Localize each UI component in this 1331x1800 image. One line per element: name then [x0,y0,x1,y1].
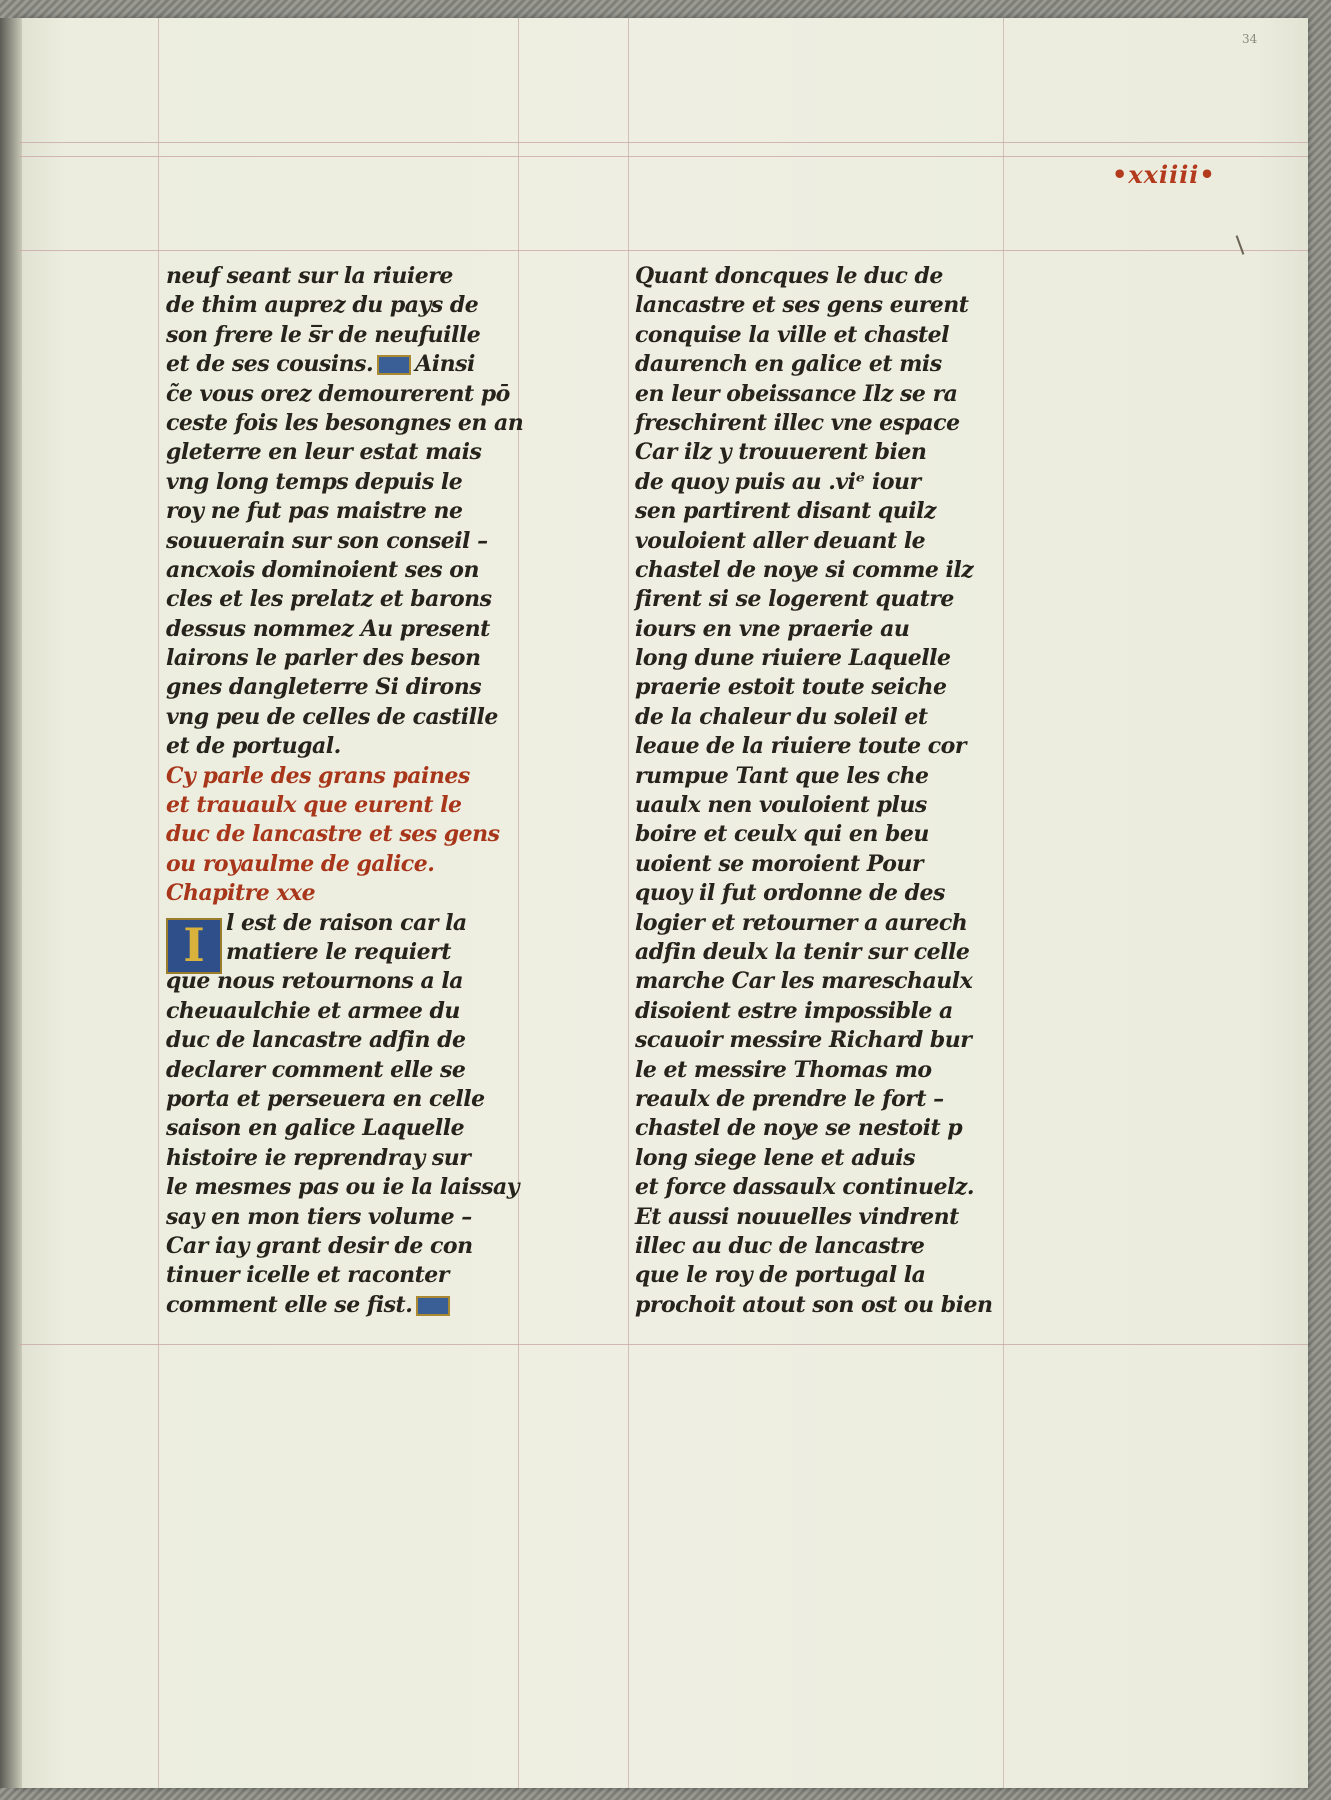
text-line: le mesmes pas ou ie la laissay [166,1174,520,1201]
text-line: chastel de noye se nestoit p [635,1115,963,1142]
text-line: Quant doncques le duc de [635,263,943,289]
text-line: duc de lancastre et ses gens [166,821,500,848]
text-line: firent si se logerent quatre [635,586,954,613]
text-line: freschirent illec vne espace [635,409,960,436]
text-line: conquise la ville et chastel [635,321,949,348]
text-line: rumpue Tant que les che [635,762,929,789]
text-line: illec au duc de lancastre [635,1232,925,1259]
running-head-numeral: •xxiiii• [1112,160,1216,189]
text-line: histoire ie reprendray sur [166,1144,471,1171]
text-line: Cy parle des grans paines [166,762,470,789]
text-line: et force dassaulx continuelz. [635,1174,974,1201]
text-line: sen partirent disant quilz [635,498,936,525]
text-line: say en mon tiers volume – [166,1203,472,1230]
book-gutter [0,18,22,1788]
text-line: neuf seant sur la riuiere [166,263,453,289]
text-line: Chapitre xxe [166,880,316,907]
text-line: prochoit atout son ost ou bien [635,1291,993,1318]
text-line: et trauaulx que eurent le [166,792,462,819]
text-line: souuerain sur son conseil – [166,527,488,554]
text-line: que nous retournons a la [166,968,463,995]
text-line: en leur obeissance Ilz se ra [635,380,958,407]
text-line: c̃e vous orez demourerent pō [166,380,510,407]
text-line: disoient estre impossible a [635,997,953,1024]
text-line: long siege lene et aduis [635,1144,916,1171]
text-line: marche Car les mareschaulx [635,968,973,995]
left-text-column [166,262,546,1320]
text-line: lancastre et ses gens eurent [635,292,969,319]
ruling-line-right-col-start [628,18,629,1788]
text-line: vouloient aller deuant le [635,527,926,554]
text-line: comment elle se fist. [166,1291,546,1320]
text-line: scauoir messire Richard bur [635,1027,972,1054]
right-text-column [635,262,1015,1320]
text-line: gleterre en leur estat mais [166,439,482,466]
text-line: gnes dangleterre Si dirons [166,674,482,701]
text-line: praerie estoit toute seiche [635,674,947,701]
text-line: de quoy puis au .viᵉ iour [635,468,921,495]
ruling-line-top [18,142,1308,143]
text-line: ancxois dominoient ses on [166,556,479,583]
text-line: porta et perseuera en celle [166,1085,485,1112]
text-line: dessus nommez Au present [166,615,490,642]
text-line: uaulx nen vouloient plus [635,792,927,819]
text-line: que le roy de portugal la [635,1262,926,1289]
text-line: tinuer icelle et raconter [166,1262,449,1289]
text-line: saison en galice Laquelle [166,1115,465,1142]
text-line: reaulx de prendre le fort – [635,1085,944,1112]
text-line: iours en vne praerie au [635,615,910,642]
text-line: uoient se moroient Pour [635,850,923,877]
text-line: le et messire Thomas mo [635,1056,932,1083]
text-line: long dune riuiere Laquelle [635,645,951,672]
text-line: chastel de noye si comme ilz [635,556,974,583]
ruling-line-text-bottom [18,1344,1308,1345]
text-line: cles et les prelatz et barons [166,586,492,613]
line-filler-ornament [416,1296,450,1316]
text-line: matiere le requiert [226,938,451,965]
text-line: logier et retourner a aurech [635,909,968,936]
text-line: l est de raison car la [226,909,467,936]
text-line: cheuaulchie et armee du [166,997,460,1024]
ruling-line-top-2 [18,156,1308,157]
text-line: vng peu de celles de castille [166,703,498,730]
illuminated-initial: I [166,918,222,974]
text-line: roy ne fut pas maistre ne [166,498,463,525]
text-line: son frere le s̅r de neufuille [166,321,481,348]
ruling-line-left-margin [158,18,159,1788]
text-line: declarer comment elle se [166,1056,466,1083]
text-line: Et aussi nouuelles vindrent [635,1203,959,1230]
text-line: boire et ceulx qui en beu [635,821,929,848]
text-line: ou royaulme de galice. [166,850,435,877]
text-line: et de portugal. [166,733,341,760]
text-line: adfin deulx la tenir sur celle [635,938,970,965]
text-line: Car ilz y trouuerent bien [635,439,927,466]
text-line: ceste fois les besongnes en an [166,409,524,436]
text-line: lairons le parler des beson [166,645,481,672]
text-line: de la chaleur du soleil et [635,703,928,730]
line-filler-ornament [377,355,411,375]
ruling-line-text-top [18,250,1308,251]
text-line: duc de lancastre adfin de [166,1027,466,1054]
text-line: et de ses cousins. Ainsi [166,351,475,378]
text-line: leaue de la riuiere toute cor [635,733,966,760]
folio-number: 34 [1242,32,1258,46]
text-line: de thim auprez du pays de [166,292,479,319]
text-line: Car iay grant desir de con [166,1232,473,1259]
text-line: daurench en galice et mis [635,351,942,378]
text-line: vng long temps depuis le [166,468,463,495]
text-line: quoy il fut ordonne de des [635,880,945,907]
